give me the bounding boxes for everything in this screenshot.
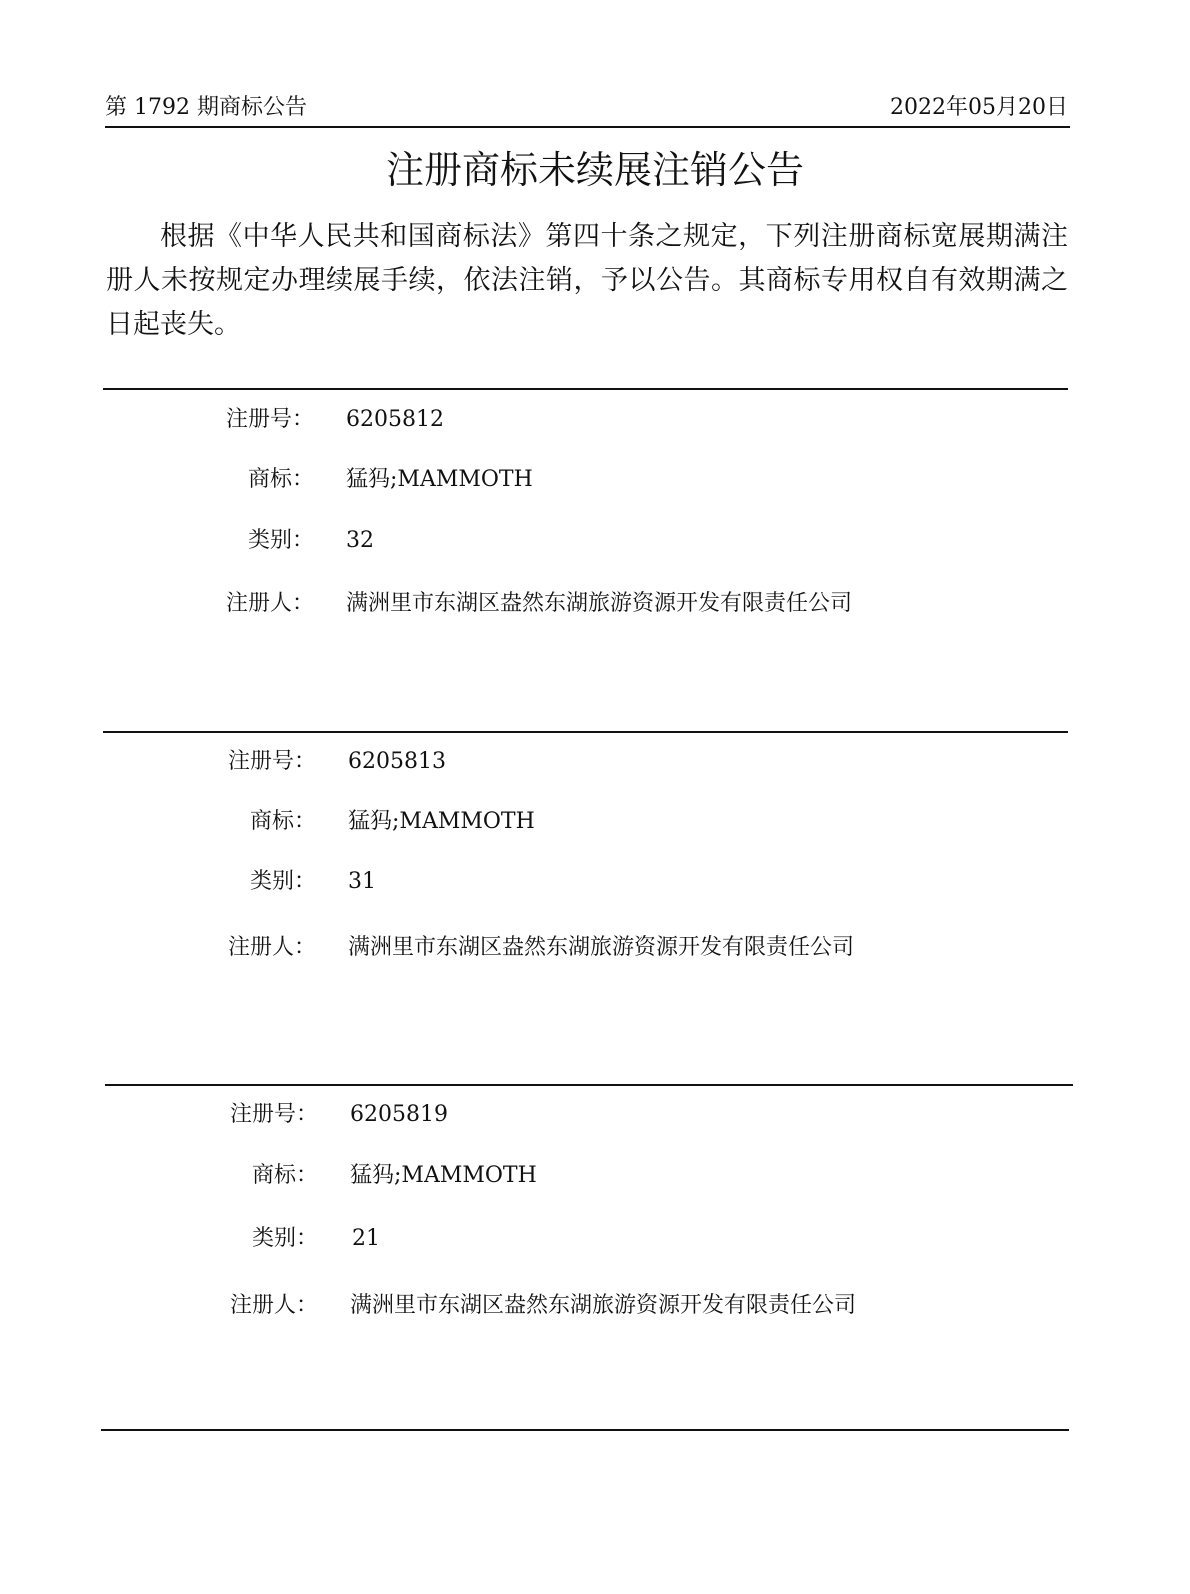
issue-number: 第 1792 期商标公告 [105, 95, 307, 120]
mark-value: 猛犸;MAMMOTH [348, 809, 535, 834]
reg-no-value: 6205813 [348, 749, 446, 774]
registrant-row [0, 1288, 1190, 1324]
reg-no-row [0, 1097, 1190, 1133]
registrant-label: 注册人： [229, 1293, 318, 1318]
class-label: 类别： [249, 869, 316, 894]
mark-value: 猛犸;MAMMOTH [346, 467, 533, 492]
registrant-value: 满洲里市东湖区盎然东湖旅游资源开发有限责任公司 [350, 1293, 857, 1318]
publication-date: 2022年05月20日 [890, 95, 1068, 120]
entry-divider [103, 731, 1068, 733]
mark-label: 商标： [251, 1163, 318, 1188]
registrant-row [0, 930, 1190, 966]
mark-value: 猛犸;MAMMOTH [350, 1163, 537, 1188]
registrant-value: 满洲里市东湖区盎然东湖旅游资源开发有限责任公司 [348, 935, 855, 960]
reg-no-label: 注册号： [229, 1102, 318, 1127]
reg-no-value: 6205819 [350, 1102, 448, 1127]
class-row [0, 523, 1190, 559]
class-label: 类别： [251, 1226, 318, 1251]
registrant-value: 满洲里市东湖区盎然东湖旅游资源开发有限责任公司 [346, 591, 853, 616]
class-label: 类别： [247, 528, 314, 553]
reg-no-value: 6205812 [346, 407, 444, 432]
entry-divider [101, 1429, 1069, 1431]
entry-divider [105, 1084, 1073, 1086]
reg-no-label: 注册号： [227, 749, 316, 774]
page-header [105, 92, 1068, 124]
mark-label: 商标： [247, 467, 314, 492]
header-divider [105, 126, 1070, 128]
class-value: 21 [352, 1226, 380, 1251]
mark-label: 商标： [249, 809, 316, 834]
mark-row [0, 462, 1190, 498]
mark-row [0, 1158, 1190, 1194]
reg-no-label: 注册号： [225, 407, 314, 432]
intro-paragraph: 根据《中华人民共和国商标法》第四十条之规定，下列注册商标宽展期满注册人未按规定办理续展手续，依法注销，予以公告。其商标专用权自有效期满之日起丧失。 [106, 221, 1068, 340]
class-value: 31 [348, 869, 376, 894]
reg-no-row [0, 744, 1190, 780]
registrant-label: 注册人： [225, 591, 314, 616]
class-row [0, 1221, 1190, 1257]
class-row [0, 864, 1190, 900]
mark-row [0, 804, 1190, 840]
document-title: 注册商标未续展注销公告 [385, 148, 804, 192]
entry-divider [103, 388, 1068, 390]
registrant-label: 注册人： [227, 935, 316, 960]
class-value: 32 [346, 528, 374, 553]
registrant-row [0, 586, 1190, 622]
reg-no-row [0, 402, 1190, 438]
